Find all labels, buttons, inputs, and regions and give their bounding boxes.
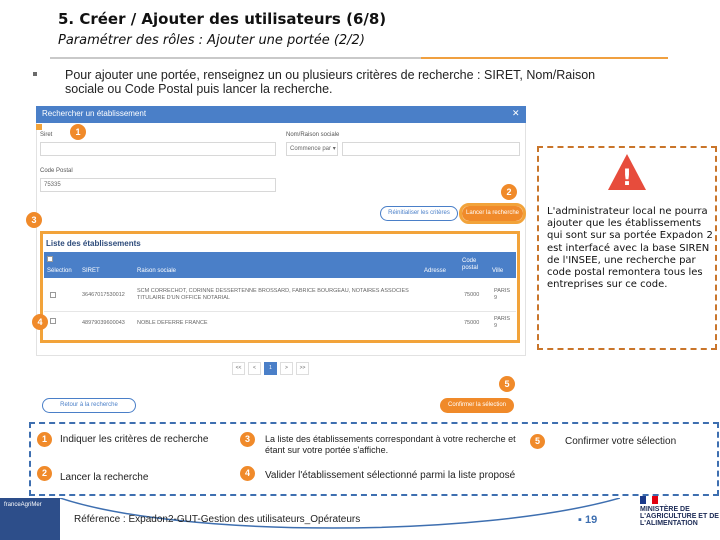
postal-label: Code Postal xyxy=(40,168,73,174)
results-title: Liste des établissements xyxy=(46,239,141,248)
pagination-next[interactable]: > xyxy=(280,362,293,375)
chevron-down-icon: ▾ xyxy=(332,146,336,152)
franceagrimer-logo: franceAgriMer xyxy=(0,498,60,540)
legend-badge-4: 4 xyxy=(240,466,255,481)
column-header: SIRET xyxy=(82,268,100,274)
legend-item-4: Valider l'établissement sélectionné parmi la liste proposé xyxy=(265,470,516,481)
page-number-bullet: ▪ xyxy=(578,514,585,526)
legend-item-3: La liste des établissements correspondant à votre recherche et étant sur votre portée s'affiche. xyxy=(265,434,516,455)
column-header: Code postal xyxy=(462,258,479,271)
siret-input[interactable] xyxy=(40,142,276,156)
row-name: SCM CORRECHOT, CORINNE DESSERTENNE BROSSARD, FABRICE BOURGEAU, NOTAIRES ASSOCIES TITULAIRE D'UN OFFICE NOTARIAL xyxy=(137,288,409,301)
step-badge-2: 2 xyxy=(501,184,517,200)
row-checkbox[interactable] xyxy=(50,318,56,324)
footer-reference: Référence : Expadon2-GUT-Gestion des utilisateurs_Opérateurs xyxy=(74,514,361,525)
column-header: Raison sociale xyxy=(137,268,177,274)
row-siret: 36467017530012 xyxy=(82,292,125,298)
intro-text: Pour ajouter une portée, renseignez un ou plusieurs critères de recherche : SIRET, Nom/Raison sociale ou Code Postal puis lancer la recherche. xyxy=(65,68,596,96)
row-divider xyxy=(44,311,516,312)
results-table-header xyxy=(44,252,516,278)
legend-item-2: Lancer la recherche xyxy=(60,472,149,483)
legend-badge-1: 1 xyxy=(37,432,52,447)
name-label: Nom/Raison sociale xyxy=(286,132,340,138)
column-header: Adresse xyxy=(424,268,447,274)
name-mode-select[interactable] xyxy=(286,142,338,156)
row-city: PARIS 9 xyxy=(494,288,511,301)
back-to-search-button[interactable]: Retour à la recherche xyxy=(42,398,136,413)
row-postal: 75000 xyxy=(464,292,480,298)
reset-criteria-button[interactable]: Réinitialiser les critères xyxy=(380,206,458,221)
search-panel-title: Rechercher un établissement xyxy=(42,109,147,118)
postal-value: 75335 xyxy=(44,182,61,188)
page-subtitle: Paramétrer des rôles : Ajouter une portée (2/2) xyxy=(58,33,365,48)
legend-badge-2: 2 xyxy=(37,466,52,481)
step-badge-5: 5 xyxy=(499,376,515,392)
select-all-checkbox[interactable] xyxy=(47,256,53,262)
step-badge-4: 4 xyxy=(32,314,48,330)
row-checkbox[interactable] xyxy=(50,292,56,298)
warning-text: L'administrateur local ne pourra ajouter que les établissements qui sont sur sa portée Expadon 2 est interfacé avec la base SIREN de l'INSEE, une recherche par code postal remontera tous les entreprises sur ce code. xyxy=(547,206,713,291)
name-mode-value: Commence par xyxy=(290,146,332,152)
bullet-icon xyxy=(33,72,37,76)
row-siret: 48979039600043 xyxy=(82,320,125,326)
legend-badge-5: 5 xyxy=(530,434,545,449)
pagination-page[interactable]: 1 xyxy=(264,362,277,375)
siret-label: Siret xyxy=(40,132,53,138)
pagination-last[interactable]: >> xyxy=(296,362,309,375)
page-title: 5. Créer / Ajouter des utilisateurs (6/8) xyxy=(58,10,387,28)
warning-icon xyxy=(606,152,648,192)
legend-item-5: Confirmer votre sélection xyxy=(565,436,677,447)
title-divider xyxy=(50,57,668,59)
ministry-logo: MINISTÈRE DE L'AGRICULTURE ET DE L'ALIMENTATION xyxy=(640,506,719,527)
postal-input[interactable] xyxy=(40,178,276,192)
step-badge-3: 3 xyxy=(26,212,42,228)
row-name: NOBLE DEFERRE FRANCE xyxy=(137,320,208,326)
ministry-flag-icon xyxy=(640,496,658,504)
column-header: Ville xyxy=(492,268,504,274)
pagination xyxy=(232,362,316,378)
highlight-criteria xyxy=(36,124,42,130)
svg-text:!: ! xyxy=(621,166,633,191)
close-icon[interactable]: ✕ xyxy=(512,108,520,118)
confirm-selection-button[interactable]: Confirmer la sélection xyxy=(440,398,514,413)
page-number: ▪ 19 xyxy=(578,514,598,526)
legend-item-1: Indiquer les critères de recherche xyxy=(60,434,209,445)
row-postal: 75000 xyxy=(464,320,480,326)
column-header: Sélection xyxy=(47,268,72,274)
launch-search-button[interactable]: Lancer la recherche xyxy=(462,206,523,221)
pagination-first[interactable]: << xyxy=(232,362,245,375)
pagination-prev[interactable]: < xyxy=(248,362,261,375)
row-city: PARIS 9 xyxy=(494,316,511,329)
name-input[interactable] xyxy=(342,142,520,156)
step-badge-1: 1 xyxy=(70,124,86,140)
legend-badge-3: 3 xyxy=(240,432,255,447)
